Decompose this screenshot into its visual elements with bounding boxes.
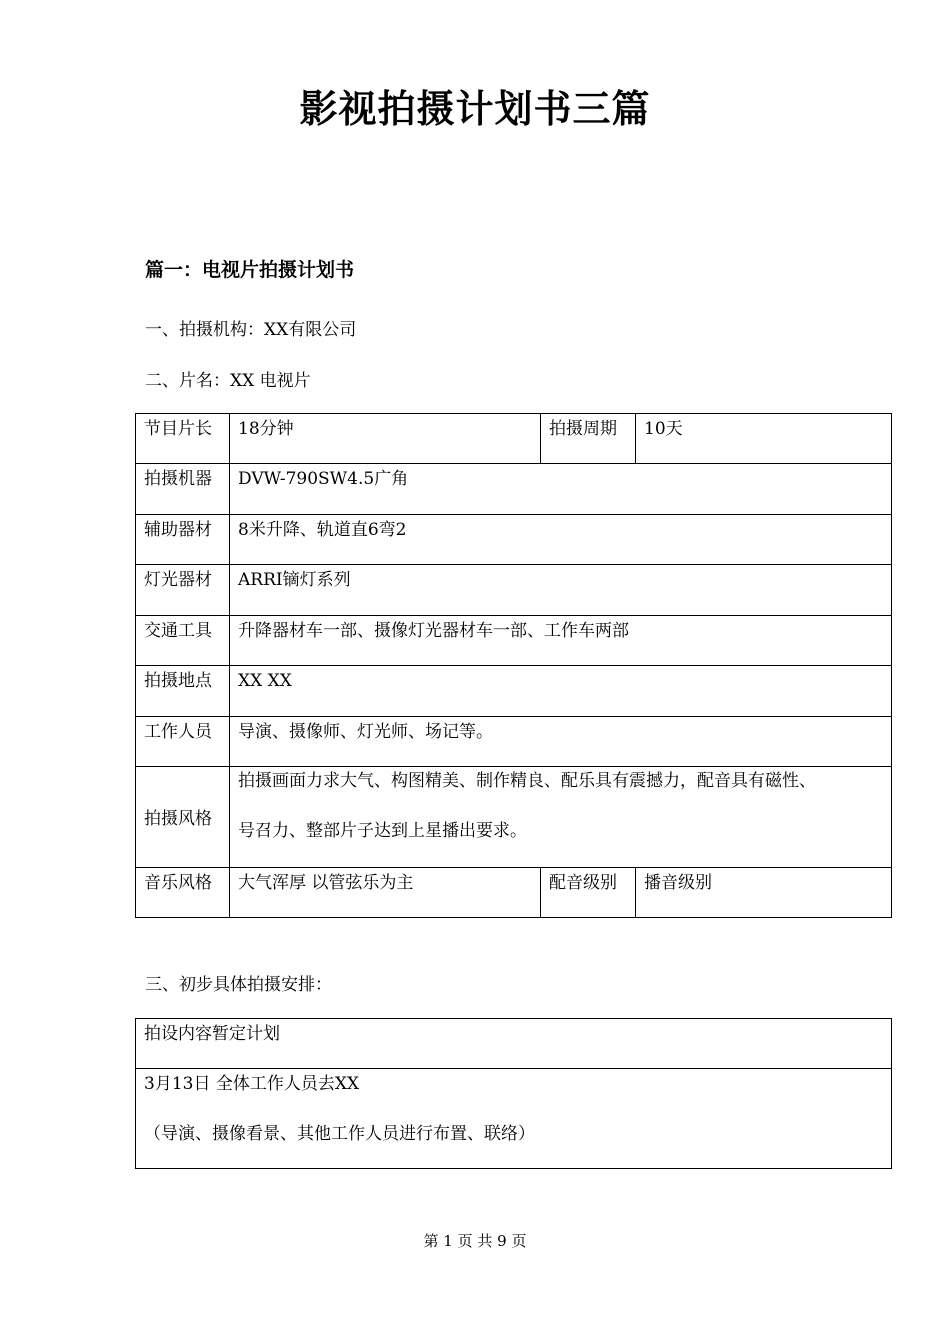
- schedule-table: [135, 1018, 892, 1169]
- table-cell-value: DVW-790SW4.5广角: [230, 464, 892, 515]
- table-cell-label: 交通工具: [136, 616, 230, 666]
- table-cell-label: 配音级别: [541, 868, 636, 918]
- table-cell-label: 工作人员: [136, 717, 230, 767]
- table-cell-value: ARRI镝灯系列: [230, 565, 892, 616]
- style-text-line: 拍摄画面力求大气、构图精美、制作精良、配乐具有震撼力，配音具有磁性、: [238, 771, 816, 791]
- table-cell-label: 节目片长: [136, 414, 230, 464]
- document-title: 影视拍摄计划书三篇: [299, 87, 651, 131]
- section-heading: 篇一：电视片拍摄计划书: [145, 259, 355, 281]
- table-header-cell: 拍设内容暂定计划: [136, 1019, 892, 1069]
- table-cell-label: 拍摄地点: [136, 666, 230, 717]
- style-text-line: 号召力、整部片子达到上星播出要求。: [238, 821, 527, 841]
- table-cell-label: 辅助器材: [136, 515, 230, 565]
- schedule-text-line: （导演、摄像看景、其他工作人员进行布置、联络）: [144, 1124, 535, 1144]
- table-cell-value: [136, 1069, 892, 1169]
- table-cell-value: XX XX: [230, 666, 892, 717]
- table-cell-value: [230, 767, 892, 868]
- table-cell-label: 拍摄风格: [136, 767, 230, 868]
- table-cell-label: 拍摄机器: [136, 464, 230, 515]
- table-cell-value: 18分钟: [230, 414, 541, 464]
- schedule-text-line: 3月13日 全体工作人员去XX: [144, 1074, 360, 1094]
- table-cell-label: 拍摄周期: [541, 414, 636, 464]
- paragraph-schedule: 三、初步具体拍摄安排：: [145, 975, 332, 995]
- table-cell-value: 导演、摄像师、灯光师、场记等。: [230, 717, 892, 767]
- shooting-info-table: [135, 413, 892, 918]
- paragraph-title: 二、片名：XX 电视片: [145, 371, 311, 391]
- table-cell-value: 播音级别: [636, 868, 892, 918]
- paragraph-org: 一、拍摄机构：XX有限公司: [145, 320, 357, 340]
- table-cell-value: 大气浑厚 以管弦乐为主: [230, 868, 541, 918]
- table-cell-label: 灯光器材: [136, 565, 230, 616]
- table-cell-value: 10天: [636, 414, 892, 464]
- table-cell-value: 8米升降、轨道直6弯2: [230, 515, 892, 565]
- page-footer: 第 1 页 共 9 页: [423, 1232, 527, 1250]
- table-cell-value: 升降器材车一部、摄像灯光器材车一部、工作车两部: [230, 616, 892, 666]
- table-cell-label: 音乐风格: [136, 868, 230, 918]
